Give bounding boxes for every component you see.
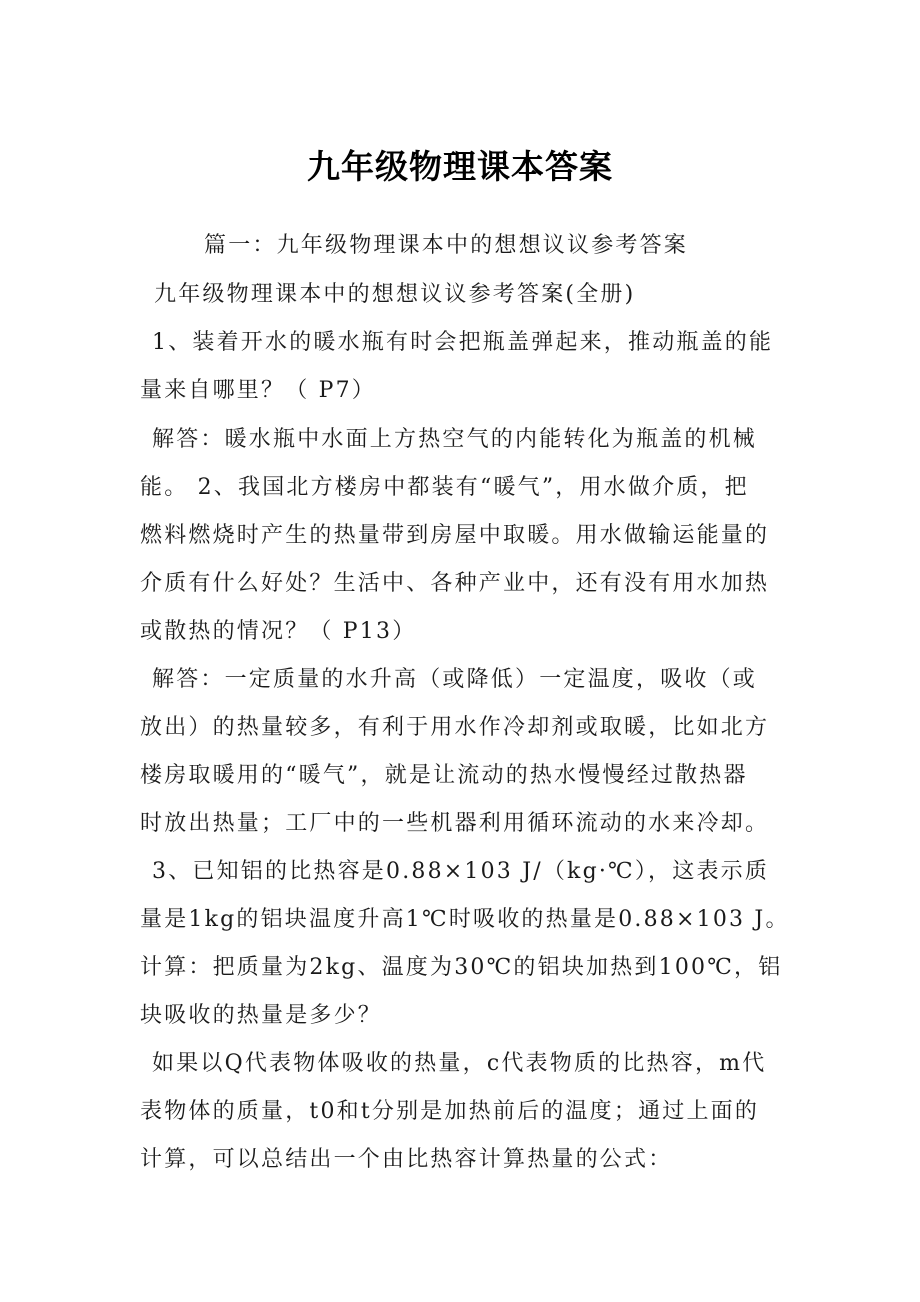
formula-intro-line-3: 计算，可以总结出一个由比热容计算热量的公式： — [140, 1147, 673, 1172]
section-heading: 篇一：九年级物理课本中的想想议议参考答案 — [204, 233, 689, 258]
answer-2-line-1: 解答：一定质量的水升高（或降低）一定温度，吸收（或 — [152, 667, 758, 692]
question-3-line-1: 3、已知铝的比热容是0.88×103 J/（kg·℃），这表示质 — [152, 859, 770, 884]
answer-2-line-2: 放出）的热量较多，有利于用水作冷却剂或取暖，比如北方 — [140, 715, 770, 740]
answer-1-line-2-question-2: 能。 2、我国北方楼房中都装有“暖气”，用水做介质，把 — [140, 475, 749, 500]
question-3-line-4: 块吸收的热量是多少？ — [140, 1003, 383, 1028]
question-2-line-3: 介质有什么好处？生活中、各种产业中，还有没有用水加热 — [140, 571, 770, 596]
question-3-line-3: 计算：把质量为2kg、温度为30℃的铝块加热到100℃，铝 — [140, 955, 783, 980]
formula-intro-line-1: 如果以Q代表物体吸收的热量，c代表物质的比热容，m代 — [152, 1051, 767, 1076]
answer-1-line-1: 解答：暖水瓶中水面上方热空气的内能转化为瓶盖的机械 — [152, 427, 758, 452]
document-title: 九年级物理课本答案 — [307, 147, 613, 186]
question-2-line-4: 或散热的情况？（ P13） — [140, 619, 417, 644]
question-1-line-2: 量来自哪里？（ P7） — [140, 378, 376, 403]
subheading: 九年级物理课本中的想想议议参考答案(全册) — [154, 282, 636, 307]
formula-intro-line-2: 表物体的质量，t0和t分别是加热前后的温度；通过上面的 — [140, 1099, 760, 1124]
answer-2-line-4: 时放出热量；工厂中的一些机器利用循环流动的水来冷却。 — [140, 811, 770, 836]
question-1-line-1: 1、装着开水的暖水瓶有时会把瓶盖弹起来，推动瓶盖的能 — [152, 330, 774, 355]
question-3-line-2: 量是1kg的铝块温度升高1℃时吸收的热量是0.88×103 J。 — [140, 907, 790, 932]
answer-2-line-3: 楼房取暖用的“暖气”，就是让流动的热水慢慢经过散热器 — [140, 763, 748, 788]
question-2-line-2: 燃料燃烧时产生的热量带到房屋中取暖。用水做输运能量的 — [140, 523, 770, 548]
